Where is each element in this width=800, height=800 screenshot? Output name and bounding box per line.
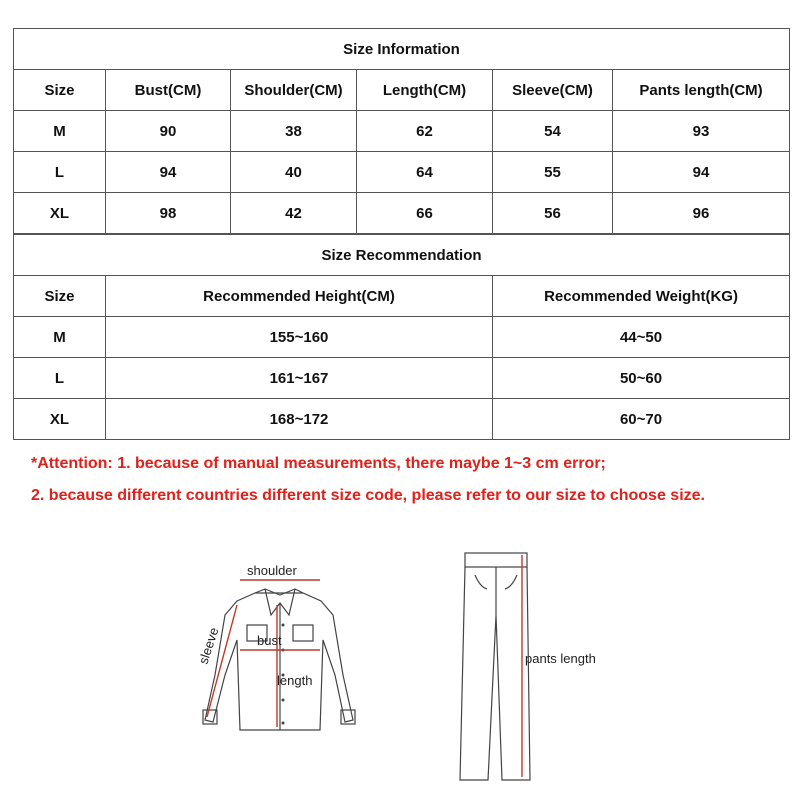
table-row: [14, 358, 790, 399]
table-cell: 161~167: [106, 358, 493, 399]
table-row: [14, 193, 790, 234]
table-cell: 62: [357, 111, 493, 152]
table-cell: L: [14, 358, 106, 399]
size-information-table: [13, 28, 790, 234]
table-cell: 94: [106, 152, 231, 193]
table-header-row: [14, 276, 790, 317]
sleeve-label: sleeve: [195, 625, 222, 666]
table-cell: 168~172: [106, 399, 493, 440]
shirt-outline: [203, 589, 355, 730]
table-title-row: [14, 29, 790, 70]
pants-outline: [460, 553, 530, 780]
table-cell: 98: [106, 193, 231, 234]
size-recommendation-title: Size Recommendation: [14, 235, 790, 276]
table-cell: 66: [357, 193, 493, 234]
attention-note-1: *Attention: 1. because of manual measurements, there maybe 1~3 cm error;: [31, 455, 606, 472]
table-cell: 90: [106, 111, 231, 152]
table-cell: 40: [231, 152, 357, 193]
table-cell: 44~50: [493, 317, 790, 358]
header-cell: Sleeve(CM): [493, 70, 613, 111]
size-information-title: Size Information: [14, 29, 790, 70]
table-row: [14, 317, 790, 358]
table-cell: M: [14, 317, 106, 358]
table-cell: 93: [613, 111, 790, 152]
pants-measurement-diagram: [440, 545, 620, 790]
table-cell: XL: [14, 399, 106, 440]
length-label: length: [277, 673, 313, 688]
sleeve-measure-line: [207, 605, 237, 717]
header-cell: Size: [14, 276, 106, 317]
table-cell: 56: [493, 193, 613, 234]
header-cell: Bust(CM): [106, 70, 231, 111]
table-cell: 155~160: [106, 317, 493, 358]
table-title-row: [14, 235, 790, 276]
table-cell: 42: [231, 193, 357, 234]
table-cell: 55: [493, 152, 613, 193]
table-cell: 64: [357, 152, 493, 193]
table-cell: XL: [14, 193, 106, 234]
table-row: [14, 152, 790, 193]
shirt-measurement-diagram: [185, 545, 365, 790]
table-cell: L: [14, 152, 106, 193]
table-row: [14, 399, 790, 440]
table-cell: 96: [613, 193, 790, 234]
header-cell: Pants length(CM): [613, 70, 790, 111]
header-cell: Recommended Height(CM): [106, 276, 493, 317]
header-cell: Recommended Weight(KG): [493, 276, 790, 317]
table-cell: 50~60: [493, 358, 790, 399]
header-cell: Shoulder(CM): [231, 70, 357, 111]
table-cell: 94: [613, 152, 790, 193]
attention-note-2: 2. because different countries different size code, please refer to our size to choose size.: [31, 487, 705, 504]
shoulder-label: shoulder: [247, 563, 297, 578]
table-cell: 38: [231, 111, 357, 152]
pants-length-label: pants length: [525, 651, 596, 666]
header-cell: Size: [14, 70, 106, 111]
table-cell: 54: [493, 111, 613, 152]
header-cell: Length(CM): [357, 70, 493, 111]
table-cell: 60~70: [493, 399, 790, 440]
table-header-row: [14, 70, 790, 111]
table-cell: M: [14, 111, 106, 152]
table-row: [14, 111, 790, 152]
bust-label: bust: [257, 633, 282, 648]
size-recommendation-table: [13, 234, 790, 440]
